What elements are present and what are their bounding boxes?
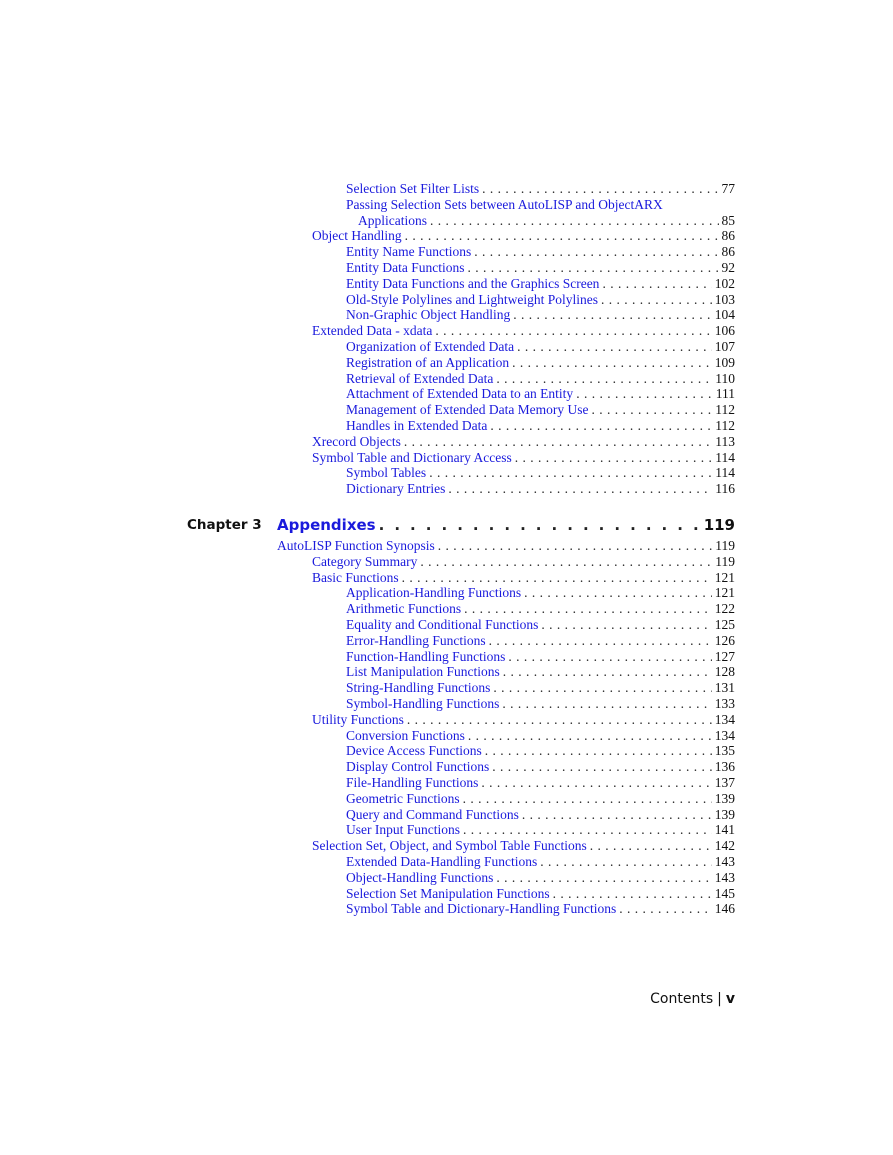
toc-entry-title[interactable]: Selection Set Manipulation Functions [346,885,550,901]
dot-leader [430,213,719,229]
dot-leader [493,680,711,696]
footer-page-number: v [725,991,735,1007]
toc-entry-title[interactable]: Function-Handling Functions [346,648,506,664]
dot-leader [490,418,712,434]
toc-entry-title[interactable]: Registration of an Application [346,354,510,370]
toc-entry-title[interactable]: Query and Command Functions [346,806,519,822]
dot-leader [464,601,712,617]
toc-entry-page-number: 102 [714,275,735,291]
toc-entry-page-number: 106 [714,323,735,339]
toc-entry-title[interactable]: List Manipulation Functions [346,664,500,680]
dot-leader [404,434,712,450]
toc-entry-page-number: 121 [714,569,735,585]
toc-entry-title[interactable]: Symbol-Handling Functions [346,696,500,711]
toc-entry-title[interactable]: Object Handling [312,228,402,244]
toc-entry-page-number: 139 [714,790,735,806]
toc-entry[interactable] [346,617,735,633]
toc-entry[interactable] [277,538,735,554]
dot-leader [468,260,719,276]
toc-entry-title[interactable]: Category Summary [312,553,418,569]
dot-leader [463,822,712,838]
toc-entry[interactable] [312,712,735,728]
toc-entry-title[interactable]: Non-Graphic Object Handling [346,307,511,323]
toc-entry-page-number: 146 [714,901,735,917]
toc-entry-title[interactable]: Extended Data - xdata [312,323,433,339]
toc-entry-page-number: 122 [714,601,735,617]
toc-entry[interactable] [346,371,735,387]
toc-entry[interactable] [346,680,735,696]
dot-leader [448,481,712,497]
toc-entry-title[interactable]: File-Handling Functions [346,775,479,790]
dot-leader [407,712,712,728]
toc-entry[interactable] [312,838,735,854]
dot-leader [524,585,712,601]
dot-leader [438,538,712,554]
dot-leader [508,649,711,665]
toc-entry-page-number: 136 [714,759,735,775]
toc-entry[interactable] [346,386,735,402]
toc-entry-page-number: 131 [714,680,735,696]
toc-entry-title[interactable]: Utility Functions [312,711,404,727]
toc-entry-page-number: 145 [714,885,735,901]
toc-entry[interactable] [346,822,735,838]
toc-entry[interactable] [346,481,735,497]
toc-entry-title[interactable]: Geometric Functions [346,790,460,806]
toc-entry[interactable] [346,664,735,680]
toc-entry-title[interactable]: Object-Handling Functions [346,869,494,885]
toc-entry[interactable] [346,418,735,434]
toc-entry[interactable] [346,633,735,649]
toc-entry-title[interactable]: Entity Data Functions and the Graphics Screen [346,275,600,291]
toc-entry-title[interactable]: Dictionary Entries [346,481,446,497]
toc-entry-page-number: 119 [715,538,735,553]
toc-entry-page-number: 135 [714,743,735,759]
toc-entry-page-number: 128 [714,664,735,680]
toc-entry[interactable] [346,260,735,276]
toc-entry-title[interactable]: Symbol Table and Dictionary-Handling Functions [346,901,617,917]
toc-entry-page-number: 86 [721,228,735,244]
toc-entry[interactable] [312,323,735,339]
toc-entry-page-number: 111 [715,386,735,402]
chapter-label: Chapter 3 [187,517,262,533]
toc-entry[interactable] [346,728,735,744]
toc-entry-page-number: 109 [714,354,735,370]
dot-leader [489,633,712,649]
dot-leader [576,386,713,402]
toc-entry-page-number: 134 [714,711,735,727]
toc-entry-title[interactable]: Application-Handling Functions [346,585,522,601]
toc-entry-page-number: 116 [715,481,735,497]
toc-entry-page-number: 139 [714,806,735,822]
toc-entry-title[interactable]: Extended Data-Handling Functions [346,854,538,869]
toc-entry[interactable] [346,649,735,665]
toc-entry-page-number: 85 [721,212,735,228]
toc-entry[interactable] [346,901,735,917]
toc-entry-page-number: 114 [715,465,735,481]
dot-leader [405,228,719,244]
toc-entry[interactable] [346,307,735,323]
toc-entry-title-line1[interactable]: Passing Selection Sets between AutoLISP and ObjectARX [346,196,663,212]
toc-entry[interactable] [346,465,735,481]
toc-entry[interactable] [346,791,735,807]
toc-entry[interactable] [312,228,735,244]
dot-leader [402,570,712,586]
toc-entry-title[interactable]: Applications [358,212,427,228]
page-footer [650,991,735,1007]
toc-entry[interactable] [346,696,735,712]
toc-entry-title[interactable]: Old-Style Polylines and Lightweight Polylines [346,291,598,307]
dot-leader [619,901,711,917]
toc-entry-page-number: 126 [714,632,735,648]
toc-entry[interactable] [346,292,735,308]
toc-entry-title[interactable]: String-Handling Functions [346,680,491,696]
dot-leader [492,759,711,775]
toc-entry-page-number: 142 [714,838,735,854]
dot-leader [420,554,712,570]
toc-entry-page-number: 77 [721,181,735,196]
footer-section-name: Contents [650,991,714,1007]
toc-entry-page-number: 137 [714,775,735,790]
toc-entry-title[interactable]: Attachment of Extended Data to an Entity [346,386,574,402]
dot-leader [485,743,712,759]
toc-entry-title[interactable]: Handles in Extended Data [346,418,488,433]
chapter-page-number: 119 [703,516,735,534]
dot-leader [468,728,712,744]
dot-leader [474,244,718,260]
toc-entry-page-number: 133 [714,696,735,711]
dot-leader [435,323,711,339]
toc-entry-page-number: 110 [715,370,735,386]
toc-entry[interactable] [312,554,735,570]
toc-entry[interactable] [346,886,735,902]
toc-entry[interactable] [346,355,735,371]
toc-entry[interactable] [346,854,735,870]
toc-entry[interactable] [346,339,735,355]
toc-entry-title[interactable]: Entity Data Functions [346,260,465,275]
toc-entry[interactable] [346,244,735,260]
toc-entry[interactable] [312,450,735,466]
toc-entry[interactable] [346,870,735,886]
toc-entry-page-number: 103 [714,291,735,307]
toc-entry-page-number: 113 [715,433,735,449]
toc-entry[interactable] [346,601,735,617]
toc-entry-title[interactable]: Conversion Functions [346,727,465,743]
dot-leader [379,515,701,535]
dot-leader [463,791,712,807]
dot-leader [496,371,712,387]
dot-leader [553,886,712,902]
toc-entry-page-number: 119 [715,553,735,569]
dot-leader [496,870,711,886]
toc-entry-title[interactable]: Selection Set, Object, and Symbol Table Functions [312,838,587,854]
toc-entry[interactable] [346,759,735,775]
footer-separator: | [717,991,722,1007]
dot-leader [601,292,712,308]
toc-entry-page-number: 141 [714,822,735,838]
toc-entry-page-number: 86 [721,244,735,260]
toc-entry-title[interactable]: Symbol Tables [346,465,427,481]
toc-entry-title[interactable]: User Input Functions [346,822,460,838]
toc-entry-title[interactable]: Basic Functions [312,569,399,585]
toc-entry-page-number: 143 [714,869,735,885]
toc-entry-title[interactable]: Management of Extended Data Memory Use [346,402,589,418]
toc-entry-page-number: 125 [714,617,735,632]
toc-entry-page-number: 143 [714,854,735,869]
toc-entry[interactable] [346,807,735,823]
toc-entry-page-number: 107 [714,339,735,354]
toc-entry-page-number: 134 [714,727,735,743]
dot-leader [503,664,712,680]
dot-leader [540,854,712,870]
toc-entry[interactable] [346,276,735,292]
toc-entry[interactable] [346,775,735,791]
toc-entry-title[interactable]: Error-Handling Functions [346,632,486,648]
toc-entry[interactable] [346,402,735,418]
toc-entry-title[interactable]: Display Control Functions [346,759,490,775]
dot-leader [515,450,712,466]
dot-leader [482,181,718,197]
dot-leader [592,402,713,418]
toc-entry[interactable] [312,570,735,586]
dot-leader [512,355,712,371]
toc-entry-title[interactable]: Xrecord Objects [312,433,401,449]
chapter-title[interactable]: Appendixes [277,516,376,534]
dot-leader [502,696,711,712]
dot-leader [429,465,712,481]
toc-entry-title[interactable]: Arithmetic Functions [346,601,462,617]
toc-entry-title[interactable]: Retrieval of Extended Data [346,370,494,386]
toc-entry[interactable] [312,434,735,450]
dot-leader [590,838,712,854]
toc-entry[interactable] [346,181,735,197]
toc-entry-title[interactable]: Symbol Table and Dictionary Access [312,449,512,465]
toc-entry-title[interactable]: Entity Name Functions [346,244,472,260]
toc-entry-page-number: 121 [714,585,735,601]
toc-entry-page-number: 112 [715,402,735,418]
toc-entry-page-number: 114 [715,449,735,465]
dot-leader [522,807,712,823]
toc-entry-page-number: 104 [714,307,735,323]
toc-entry[interactable] [358,213,735,229]
dot-leader [517,339,712,355]
toc-entry-title[interactable]: Device Access Functions [346,743,482,759]
toc-entry-page-number: 127 [714,648,735,664]
toc-chapter-entry[interactable] [277,515,735,535]
toc-entry-page-number: 92 [721,260,735,275]
toc-entry-title[interactable]: Equality and Conditional Functions [346,617,539,632]
dot-leader [602,276,711,292]
toc-entry-title[interactable]: Selection Set Filter Lists [346,181,480,196]
toc-entry[interactable] [346,743,735,759]
dot-leader [481,775,711,791]
toc-entry[interactable] [346,585,735,601]
dot-leader [541,617,711,633]
dot-leader [513,307,712,323]
toc-entry-title[interactable]: AutoLISP Function Synopsis [277,538,435,553]
toc-entry-page-number: 112 [715,418,735,433]
toc-entry-title[interactable]: Organization of Extended Data [346,339,515,354]
